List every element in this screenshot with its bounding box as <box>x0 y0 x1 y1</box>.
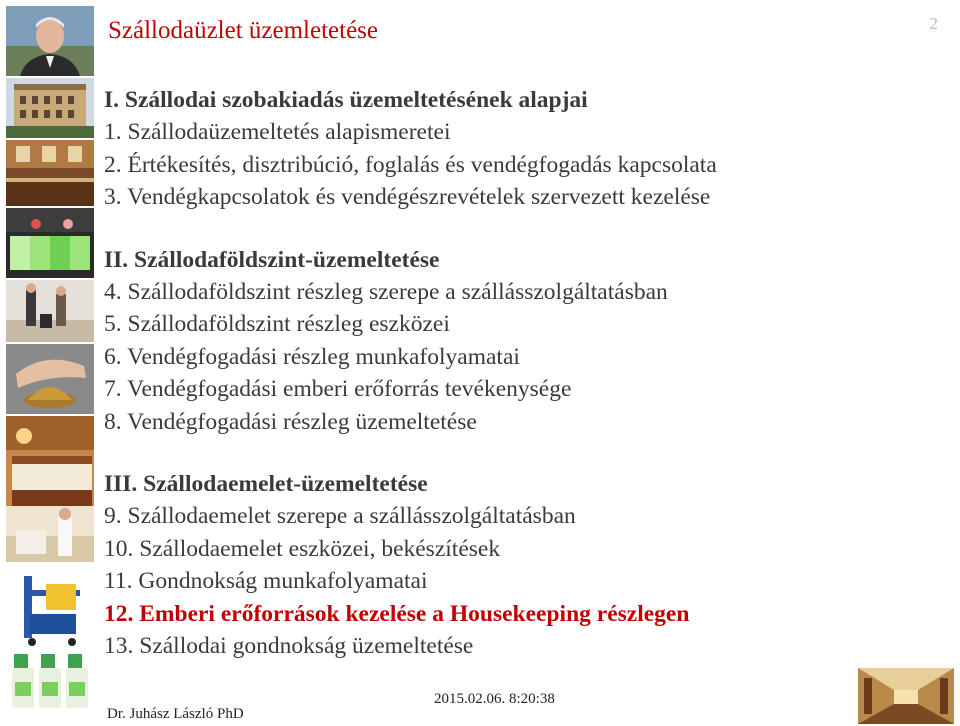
outline-item-9: 9. Szállodaemelet szerepe a szállásszolgáltatásban <box>104 503 576 530</box>
guests-luggage-photo <box>6 280 94 342</box>
outline-item-4: 4. Szállodaföldszint részleg szerepe a szállásszolgáltatásban <box>104 279 668 306</box>
outline-item-1: 1. Szállodaüzemeltetés alapismeretei <box>104 119 451 146</box>
footer-date: 2015.02.06. 8:20:38 <box>434 691 555 707</box>
outline-item-12-highlighted: 12. Emberi erőforrások kezelése a Housekeeping részlegen <box>104 600 690 627</box>
outline-item-3: 3. Vendégkapcsolatok és vendégészrevételek szervezett kezelése <box>104 184 711 211</box>
cleaning-cart-photo <box>6 564 94 648</box>
outline-item-6: 6. Vendégfogadási részleg munkafolyamatai <box>104 343 520 370</box>
footer-author: Dr. Juhász László PhD <box>107 706 244 722</box>
cleaning-bottles-photo <box>6 650 94 710</box>
outline-item-5: 5. Szállodaföldszint részleg eszközei <box>104 311 450 338</box>
service-bell-photo <box>6 344 94 414</box>
author-portrait-photo <box>6 6 94 76</box>
outline-item-8: 8. Vendégfogadási részleg üzemeltetése <box>104 408 477 435</box>
section-spacer <box>104 438 924 468</box>
section-heading-2: II. Szállodaföldszint-üzemeltetése <box>104 246 440 273</box>
housekeeper-photo <box>6 506 94 562</box>
photo-strip <box>2 4 98 710</box>
section-spacer <box>104 214 924 244</box>
hotel-corridor-photo <box>858 668 954 724</box>
hotel-building-photo <box>6 78 94 138</box>
page-number: 2 <box>929 14 938 33</box>
slide-title: Szállodaüzlet üzemletetése <box>108 17 379 44</box>
reception-desk-photo <box>6 140 94 206</box>
outline-item-7: 7. Vendégfogadási emberi erőforrás tevékenysége <box>104 376 572 403</box>
lobby-counter-photo <box>6 208 94 278</box>
outline-item-2: 2. Értékesítés, disztribúció, foglalás és vendégfogadás kapcsolata <box>104 151 717 178</box>
outline-item-10: 10. Szállodaemelet eszközei, bekészítések <box>104 535 501 562</box>
outline-item-13: 13. Szállodai gondnokság üzemeltetése <box>104 633 474 660</box>
section-heading-1: I. Szállodai szobakiadás üzemeltetésének alapjai <box>104 87 588 113</box>
hotel-room-photo <box>6 416 94 506</box>
course-outline <box>104 84 924 663</box>
section-heading-3: III. Szállodaemelet-üzemeltetése <box>104 471 428 498</box>
outline-item-11: 11. Gondnokság munkafolyamatai <box>104 568 428 595</box>
